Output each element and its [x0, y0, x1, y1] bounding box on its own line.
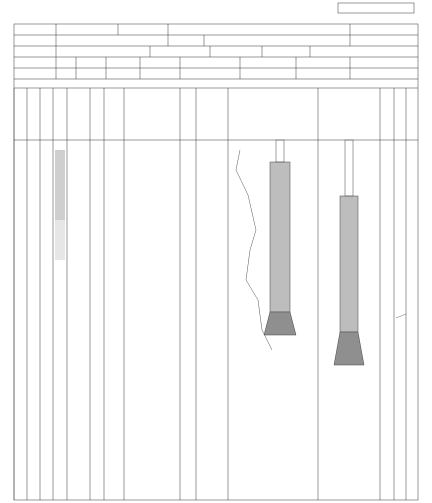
pile-left: [264, 140, 296, 335]
pile-right: [334, 140, 364, 365]
